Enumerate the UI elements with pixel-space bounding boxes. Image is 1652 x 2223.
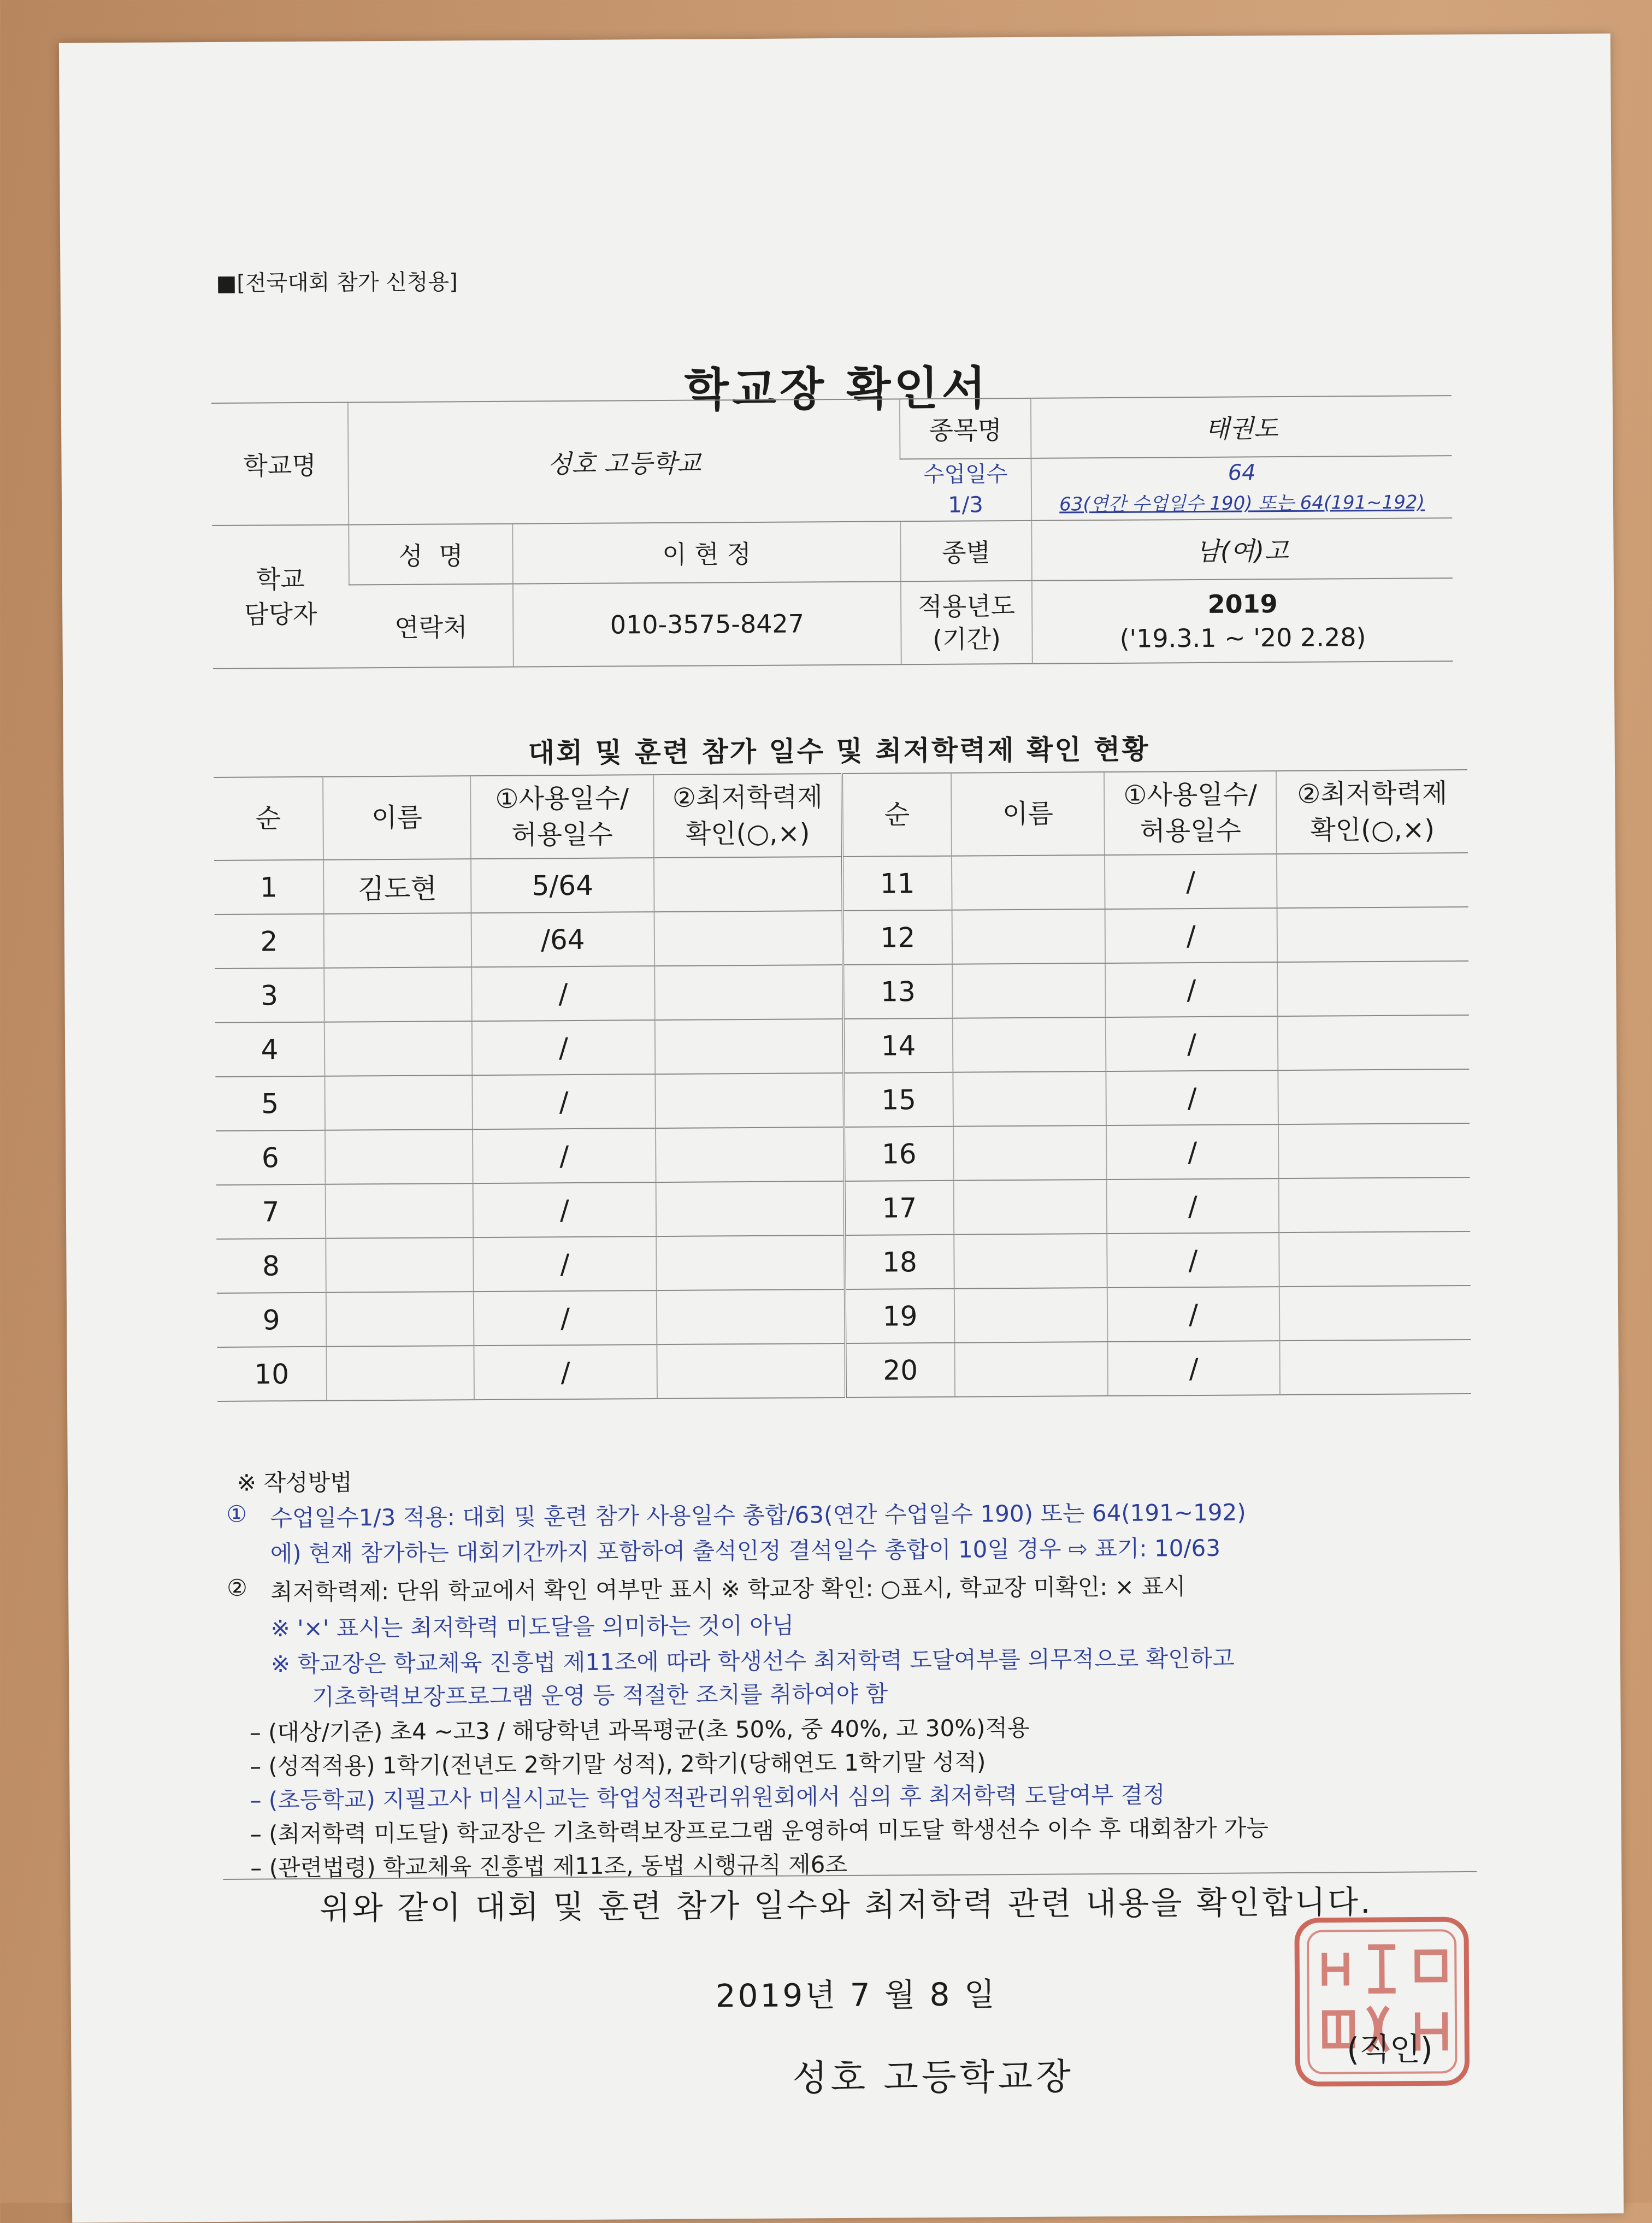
manager-label-line2: 담당자 xyxy=(244,599,317,629)
cell-seq: 20 xyxy=(845,1343,955,1398)
cell-seq: 10 xyxy=(217,1347,327,1401)
header-seq-left: 순 xyxy=(214,777,323,860)
table-row xyxy=(216,1231,1471,1293)
cell-check xyxy=(654,911,843,966)
issue-date: 2019년 7 월 8 일 xyxy=(715,1976,998,2015)
note1-marker: ① xyxy=(226,1500,247,1528)
signer-name: 성호 고등학교장 xyxy=(792,2055,1075,2100)
year-number: 2019 xyxy=(1207,589,1278,619)
note2-sub2b: 기초학력보장프로그램 운영 등 적절한 조치를 취하여야 함 xyxy=(312,1680,888,1711)
cell-days: / xyxy=(471,966,655,1021)
cell-days: / xyxy=(1107,1233,1279,1288)
document-page xyxy=(59,33,1624,2222)
cell-check xyxy=(1278,1015,1470,1070)
class-days-label-line1: 수업일수 xyxy=(923,462,1008,488)
header-check-right xyxy=(1276,770,1468,854)
header-check-line2: 확인(○,×) xyxy=(685,818,810,850)
note2-marker: ② xyxy=(226,1574,247,1601)
cell-check xyxy=(1279,1177,1471,1233)
cell-days: / xyxy=(472,1020,656,1075)
cell-name xyxy=(954,1342,1108,1397)
cell-name xyxy=(326,1237,474,1293)
table-row xyxy=(216,1177,1471,1239)
name-value: 이 현 정 xyxy=(512,521,901,583)
detail-grades: – (성적적용) 1학기(전년도 2학기말 성적), 2학기(당해연도 1학기말 성적) xyxy=(249,1748,986,1780)
cell-name xyxy=(326,1183,474,1239)
event-value: 태권도 xyxy=(1031,396,1452,458)
contact-value: 010-3575-8427 xyxy=(513,581,901,667)
header-days-line1: ①사용일수/ xyxy=(1123,779,1258,811)
cell-days: / xyxy=(474,1290,657,1346)
school-name-label: 학교명 xyxy=(211,402,349,526)
cell-check xyxy=(657,1289,846,1345)
contact-label: 연락처 xyxy=(349,584,514,668)
event-label: 종목명 xyxy=(900,398,1031,459)
cell-days: / xyxy=(1107,1341,1280,1396)
cell-name xyxy=(953,1125,1107,1181)
manager-label xyxy=(212,524,350,669)
year-value xyxy=(1032,578,1453,664)
cell-seq: 12 xyxy=(843,910,953,965)
cell-days: / xyxy=(473,1182,657,1237)
participation-status-title: 대회 및 훈련 참가 일수 및 최저학력제 확인 현황 xyxy=(528,733,1150,769)
header-days-line2: 허용일수 xyxy=(1140,815,1242,847)
class-days-label xyxy=(900,458,1032,521)
detail-below-min: – (최저학력 미도달) 학교장은 기초학력보장프로그램 운영하여 미도달 학생선수 이수 후 대회참가 가능 xyxy=(250,1814,1269,1848)
cell-seq: 13 xyxy=(843,964,953,1019)
header-days-line1: ①사용일수/ xyxy=(495,783,629,815)
class-days-value xyxy=(1031,456,1453,521)
cell-check xyxy=(656,1181,845,1236)
cell-days: 5/64 xyxy=(471,858,654,913)
header-check-left xyxy=(653,774,842,858)
school-info-table xyxy=(211,395,1453,669)
cell-check xyxy=(657,1343,846,1399)
note2-line1: 최저학력제: 단위 학교에서 확인 여부만 표시 ※ 학교장 확인: ○표시, 학교장 미확인: × 표시 xyxy=(270,1573,1186,1606)
header-days-line2: 허용일수 xyxy=(511,819,613,851)
class-days-label-line2: 1/3 xyxy=(948,492,983,518)
detail-law: – (관련법령) 학교체육 진흥법 제11조, 동법 시행규칙 제6조 xyxy=(250,1850,848,1882)
cell-days: / xyxy=(1106,1124,1279,1180)
note2-sub2a: ※ 학교장은 학교체육 진흥법 제11조에 따라 학생선수 최저학력 도달여부를 의무적으로 확인하고 xyxy=(270,1644,1235,1678)
header-days-left xyxy=(470,775,654,859)
cell-name xyxy=(954,1180,1107,1235)
table-row xyxy=(216,1123,1470,1185)
cell-check xyxy=(1277,853,1468,908)
detail-target: – (대상/기준) 초4 ~고3 / 해당학년 과목평균(초 50%, 중 40%, 고 30%)적용 xyxy=(249,1714,1030,1746)
header-check-line1: ②최저학력제 xyxy=(672,782,823,813)
cell-seq: 16 xyxy=(844,1127,954,1181)
cell-name xyxy=(953,1071,1106,1127)
note2-sub1: ※ '×' 표시는 최저학력 미도달을 의미하는 것이 아님 xyxy=(270,1612,794,1642)
document-type-label: ■[전국대회 참가 신청용] xyxy=(216,269,458,296)
year-period: ('19.3.1 ~ '20 2.28) xyxy=(1119,622,1366,653)
closing-statement: 위와 같이 대회 및 훈련 참가 일수와 최저학력 관련 내용을 확인합니다. xyxy=(319,1883,1373,1927)
cell-days: / xyxy=(1107,1178,1279,1234)
table-row xyxy=(215,961,1469,1023)
cell-check xyxy=(655,1073,844,1128)
cell-seq: 11 xyxy=(842,856,952,911)
header-seq-right: 순 xyxy=(842,773,952,857)
note1-line1: 수업일수1/3 적용: 대회 및 훈련 참가 사용일수 총합/63(연간 수업일수 190) 또는 64(191~192) xyxy=(270,1499,1246,1532)
cell-days: / xyxy=(472,1074,656,1129)
table-row xyxy=(217,1286,1471,1347)
cell-check xyxy=(1278,1123,1470,1178)
cell-seq: 5 xyxy=(215,1076,325,1131)
school-name-value: 성호 고등학교 xyxy=(348,399,900,524)
cell-name xyxy=(326,1346,474,1401)
cell-seq: 19 xyxy=(845,1289,955,1343)
cell-check xyxy=(1279,1286,1471,1341)
table-row xyxy=(215,1015,1470,1077)
cell-check xyxy=(1277,961,1469,1016)
table-row xyxy=(215,907,1469,969)
cell-name: 김도현 xyxy=(323,859,471,914)
cell-days: / xyxy=(474,1345,657,1400)
cell-check xyxy=(654,857,843,912)
seal-label: (직인) xyxy=(1347,2030,1433,2068)
class-days-number: 64 xyxy=(1228,460,1256,486)
cell-name xyxy=(325,1129,473,1184)
cell-days: /64 xyxy=(471,912,655,967)
page-title: 학교장 확인서 xyxy=(684,361,990,417)
header-days-right xyxy=(1104,771,1277,855)
note1-line2: 에) 현재 참가하는 대회기간까지 포함하여 출석인정 결석일수 총합이 10일 경우 ⇨ 표기: 10/63 xyxy=(270,1534,1221,1567)
notes-heading: ※ 작성방법 xyxy=(237,1469,352,1496)
header-check-line1: ②최저학력제 xyxy=(1297,778,1448,810)
cell-seq: 2 xyxy=(215,914,324,969)
cell-seq: 14 xyxy=(843,1018,953,1073)
cell-seq: 7 xyxy=(216,1184,326,1239)
name-label: 성 명 xyxy=(349,524,513,585)
type-value: 남(여)고 xyxy=(1031,518,1453,581)
header-name-left: 이름 xyxy=(323,776,471,860)
cell-days: / xyxy=(473,1236,657,1292)
class-days-note: 63(연간 수업일수 190) 또는 64(191~192) xyxy=(1059,491,1425,516)
year-label-line2: (기간) xyxy=(932,624,1001,654)
cell-name xyxy=(326,1292,474,1347)
cell-check xyxy=(1279,1231,1471,1287)
table-row xyxy=(214,853,1468,915)
participation-table xyxy=(214,769,1471,1402)
header-name-right: 이름 xyxy=(951,772,1105,856)
cell-name xyxy=(952,963,1106,1018)
detail-elementary: – (초등학교) 지필고사 미실시교는 학업성적관리위원회에서 심의 후 최저학력 도달여부 결정 xyxy=(250,1781,1165,1814)
cell-check xyxy=(1277,907,1469,962)
cell-days: / xyxy=(1105,962,1278,1017)
cell-seq: 17 xyxy=(845,1181,954,1235)
cell-name xyxy=(952,855,1105,910)
cell-seq: 6 xyxy=(216,1130,326,1185)
cell-name xyxy=(324,913,472,968)
cell-check xyxy=(1279,1340,1471,1395)
cell-days: / xyxy=(1105,854,1277,909)
year-label-line1: 적용년도 xyxy=(918,591,1016,622)
cell-seq: 1 xyxy=(214,860,324,915)
cell-days: / xyxy=(1107,1287,1280,1342)
cell-days: / xyxy=(1106,1070,1278,1125)
cell-check xyxy=(1278,1069,1470,1124)
cell-seq: 15 xyxy=(843,1072,953,1127)
manager-label-line1: 학교 xyxy=(256,564,305,594)
cell-seq: 8 xyxy=(216,1239,326,1293)
cell-name xyxy=(953,1017,1106,1072)
cell-check xyxy=(654,965,843,1020)
cell-check xyxy=(656,1235,845,1290)
cell-name xyxy=(954,1234,1107,1289)
header-check-line2: 확인(○,×) xyxy=(1310,814,1435,846)
cell-name xyxy=(324,1075,473,1130)
cell-days: / xyxy=(473,1128,656,1183)
cell-days: / xyxy=(1105,908,1278,963)
year-label xyxy=(901,581,1032,664)
type-label: 종별 xyxy=(900,521,1032,581)
cell-name xyxy=(952,909,1106,964)
cell-check xyxy=(655,1019,844,1074)
cell-name xyxy=(954,1288,1108,1343)
table-row xyxy=(217,1340,1471,1401)
cell-name xyxy=(324,967,472,1022)
cell-seq: 9 xyxy=(217,1293,327,1347)
cell-name xyxy=(324,1021,473,1076)
cell-seq: 4 xyxy=(215,1022,325,1077)
table-row xyxy=(215,1069,1470,1131)
cell-seq: 3 xyxy=(215,968,324,1023)
cell-check xyxy=(656,1127,845,1182)
cell-days: / xyxy=(1106,1016,1278,1071)
cell-seq: 18 xyxy=(845,1235,954,1289)
